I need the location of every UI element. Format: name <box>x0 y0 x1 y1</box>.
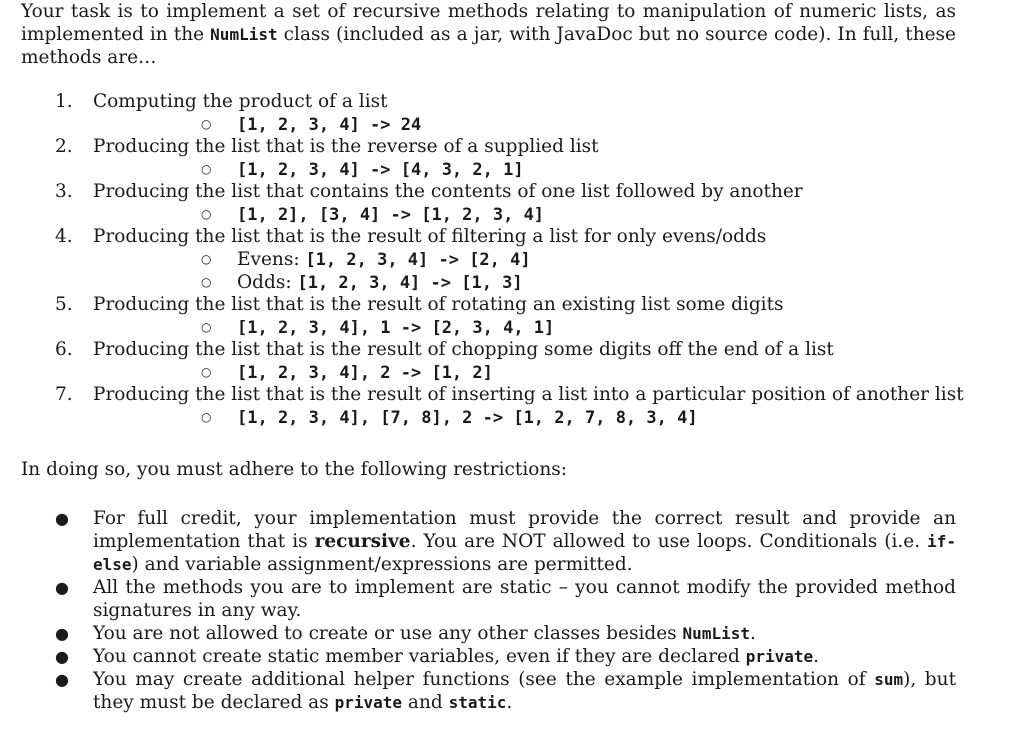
method-number: 6. <box>55 339 73 360</box>
method-title-text: Producing the list that is the result of rotating an existing list some digits <box>93 294 784 315</box>
example-code: [1, 2, 3, 4] -> [2, 4] <box>305 250 531 270</box>
method-number: 5. <box>55 294 73 315</box>
method-title <box>55 226 981 248</box>
method-item-2 <box>21 136 981 181</box>
method-title <box>55 384 981 406</box>
example-code: [1, 2, 3, 4] -> 24 <box>237 115 422 135</box>
circle-bullet-icon: ○ <box>201 275 212 289</box>
method-title <box>55 91 981 113</box>
method-title-text: Computing the product of a list <box>93 91 388 112</box>
circle-bullet-icon: ○ <box>201 365 212 379</box>
intro-class-name: NumList <box>210 25 278 44</box>
method-title <box>55 181 981 203</box>
method-example <box>93 316 981 339</box>
method-example <box>93 361 981 384</box>
restriction-item-1: ● For full credit, your implementation must provide the correct result and provide an implementation that is recursive. You are NOT allowed to use loops. Conditionals (i.e. if-else) and variable assignment/expressions are permitted. <box>55 508 956 575</box>
restrictions-list <box>21 507 956 714</box>
circle-bullet-icon: ○ <box>201 117 212 131</box>
method-item-7 <box>21 384 981 429</box>
example-code: [1, 2, 3, 4], 1 -> [2, 3, 4, 1] <box>237 318 555 338</box>
method-title-text: Producing the list that contains the contents of one list followed by another <box>93 181 803 202</box>
circle-bullet-icon: ○ <box>201 320 212 334</box>
bullet-icon: ● <box>55 509 69 528</box>
method-example <box>93 248 981 271</box>
method-title <box>55 136 981 158</box>
method-number: 2. <box>55 136 73 157</box>
circle-bullet-icon: ○ <box>201 162 212 176</box>
method-title-text: Producing the list that is the result of inserting a list into a particular position of another list <box>93 384 964 405</box>
methods-list <box>21 91 981 429</box>
example-code: [1, 2, 3, 4], [7, 8], 2 -> [1, 2, 7, 8, 3, 4] <box>237 408 698 428</box>
intro-paragraph <box>21 0 956 69</box>
example-code: [1, 2, 3, 4] -> [4, 3, 2, 1] <box>237 160 524 180</box>
method-title <box>55 339 981 361</box>
method-example <box>93 113 981 136</box>
method-number: 7. <box>55 384 73 405</box>
bullet-icon: ● <box>55 624 69 643</box>
circle-bullet-icon: ○ <box>201 252 212 266</box>
circle-bullet-icon: ○ <box>201 410 212 424</box>
example-code: [1, 2, 3, 4] -> [1, 3] <box>297 273 523 293</box>
method-item-5 <box>21 294 981 339</box>
method-item-6 <box>21 339 981 384</box>
example-label: Odds: <box>237 272 298 293</box>
example-code: [1, 2, 3, 4], 2 -> [1, 2] <box>237 363 493 383</box>
method-number: 1. <box>55 91 73 112</box>
intro-text-1: Your task is to implement a set of recursive methods relating to manipulation of numeric lists, as implemented in the <box>21 1 956 45</box>
document-page <box>21 0 956 69</box>
method-number: 3. <box>55 181 73 202</box>
method-item-4 <box>21 226 981 294</box>
bullet-icon: ● <box>55 670 69 689</box>
bullet-icon: ● <box>55 578 69 597</box>
method-example <box>93 158 981 181</box>
example-code: [1, 2], [3, 4] -> [1, 2, 3, 4] <box>237 205 545 225</box>
method-example <box>93 271 981 294</box>
method-example <box>93 203 981 226</box>
restriction-item-4: ● You cannot create static member variables, even if they are declared private. <box>55 646 820 667</box>
method-item-3 <box>21 181 981 226</box>
intro-text-2: class (included as a jar, with JavaDoc but no source code). In full, these methods are… <box>21 24 957 68</box>
method-title-text: Producing the list that is the result of filtering a list for only evens/odds <box>93 226 767 247</box>
method-number: 4. <box>55 226 73 247</box>
circle-bullet-icon: ○ <box>201 207 212 221</box>
example-label: Evens: <box>237 249 306 270</box>
restriction-item-2: ● All the methods you are to implement are static – you cannot modify the provided method signatures in any way. <box>55 577 956 621</box>
bullet-icon: ● <box>55 647 69 666</box>
method-title <box>55 294 981 316</box>
method-title-text: Producing the list that is the reverse of a supplied list <box>93 136 599 157</box>
restrictions-heading: In doing so, you must adhere to the following restrictions: <box>21 459 568 480</box>
method-example <box>93 406 981 429</box>
restriction-item-5: ● You may create additional helper functions (see the example implementation of sum), but they must be declared as private and static. <box>55 669 957 713</box>
method-title-text: Producing the list that is the result of chopping some digits off the end of a list <box>93 339 834 360</box>
method-item-1 <box>21 91 981 136</box>
restriction-item-3: ● You are not allowed to create or use any other classes besides NumList. <box>55 623 756 644</box>
